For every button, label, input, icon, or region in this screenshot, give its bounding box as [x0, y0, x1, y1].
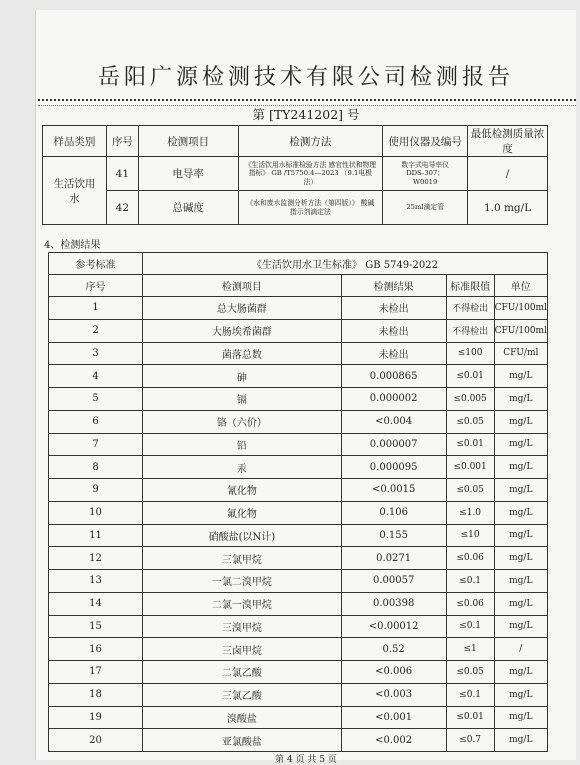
test-item: 二氯乙酸	[143, 661, 342, 684]
method-table-header	[43, 126, 548, 157]
row-number: 42	[106, 191, 138, 225]
reference-standard: 《生活饮用水卫生标准》 GB 5749-2022	[143, 253, 548, 275]
standard-limit: ≤0.06	[446, 547, 494, 570]
standard-limit: ≤10	[446, 524, 494, 547]
row-number: 11	[49, 524, 143, 547]
unit: mg/L	[494, 615, 547, 638]
standard-limit: ≤0.1	[446, 615, 494, 638]
test-result: 0.155	[341, 524, 446, 547]
instrument: 25ml滴定管	[383, 191, 468, 225]
test-item: 电导率	[138, 157, 238, 191]
table-row	[49, 365, 548, 388]
standard-limit: ≤100	[446, 342, 494, 365]
test-result: 0.106	[341, 501, 446, 524]
test-result: <0.0015	[341, 479, 446, 502]
header-cell: 单位	[494, 275, 547, 297]
row-number: 2	[49, 319, 143, 342]
unit: mg/L	[494, 524, 547, 547]
test-item: 溴酸盐	[143, 706, 342, 729]
table-row	[49, 706, 548, 729]
standard-limit: ≤0.1	[446, 683, 494, 706]
test-result: <0.006	[341, 661, 446, 684]
unit: mg/L	[494, 410, 547, 433]
unit: mg/L	[494, 592, 547, 615]
unit: CFU/100ml	[494, 319, 547, 342]
table-row	[49, 524, 548, 547]
row-number: 17	[49, 661, 143, 684]
test-result: 0.000095	[341, 456, 446, 479]
header-cell: 序号	[49, 275, 143, 297]
test-item: 铬（六价）	[143, 410, 342, 433]
row-number: 14	[49, 592, 143, 615]
row-number: 9	[49, 479, 143, 502]
standard-limit: ≤0.01	[446, 706, 494, 729]
row-number: 6	[49, 410, 143, 433]
table-row	[49, 433, 548, 456]
table-row	[43, 191, 548, 225]
row-number: 15	[49, 615, 143, 638]
test-item: 菌落总数	[143, 342, 342, 365]
test-result: <0.003	[341, 683, 446, 706]
company-header: 岳阳广源检测技术有限公司检测报告	[97, 65, 514, 90]
reference-standard-row	[49, 253, 548, 275]
table-row	[49, 297, 548, 320]
unit: mg/L	[494, 570, 547, 593]
test-result: 未检出	[341, 297, 446, 320]
row-number: 4	[49, 365, 143, 388]
table-row	[49, 683, 548, 706]
test-result: 0.00398	[341, 592, 446, 615]
test-item: 砷	[143, 365, 342, 388]
method-table	[42, 125, 548, 225]
standard-limit: ≤0.05	[446, 661, 494, 684]
header-cell: 标准限值	[446, 275, 494, 297]
standard-limit: ≤0.005	[446, 388, 494, 411]
min-concentration: /	[468, 157, 548, 191]
table-row	[49, 456, 548, 479]
test-result: 0.000007	[341, 433, 446, 456]
results-header-row	[49, 275, 548, 297]
section-title: 4、检测结果	[44, 240, 101, 251]
row-number: 10	[49, 501, 143, 524]
header-cell: 样品类别	[43, 126, 107, 157]
table-row	[49, 479, 548, 502]
table-row	[49, 342, 548, 365]
min-concentration: 1.0 mg/L	[468, 191, 548, 225]
unit: mg/L	[494, 683, 547, 706]
standard-limit: ≤0.06	[446, 592, 494, 615]
unit: mg/L	[494, 729, 547, 752]
test-item: 大肠埃希菌群	[143, 319, 342, 342]
table-row	[49, 638, 548, 661]
standard-limit: 不得检出	[446, 319, 494, 342]
test-result: 未检出	[341, 319, 446, 342]
standard-limit: ≤0.05	[446, 410, 494, 433]
test-item: 镉	[143, 388, 342, 411]
test-item: 总碱度	[138, 191, 238, 225]
test-result: <0.001	[341, 706, 446, 729]
table-row	[49, 570, 548, 593]
table-row	[43, 157, 548, 191]
table-row	[49, 592, 548, 615]
header-cell: 检测结果	[341, 275, 446, 297]
test-result: 0.000002	[341, 388, 446, 411]
unit: mg/L	[494, 501, 547, 524]
header-cell: 序号	[106, 126, 138, 157]
sample-category: 生活饮用水	[43, 157, 107, 225]
row-number: 5	[49, 388, 143, 411]
table-row	[49, 410, 548, 433]
test-item: 硝酸盐(以N计)	[143, 524, 342, 547]
unit: mg/L	[494, 706, 547, 729]
report-number: 第 [TY241202] 号	[252, 107, 360, 122]
test-item: 三溴甲烷	[143, 615, 342, 638]
table-row	[49, 729, 548, 752]
test-result: 0.00057	[341, 570, 446, 593]
unit: CFU/100ml	[494, 297, 547, 320]
page-footer: 第 4 页 共 5 页	[275, 755, 337, 765]
row-number: 1	[49, 297, 143, 320]
standard-limit: ≤0.01	[446, 365, 494, 388]
table-row	[49, 501, 548, 524]
row-number: 7	[49, 433, 143, 456]
test-item: 铅	[143, 433, 342, 456]
results-table	[48, 252, 548, 752]
test-item: 总大肠菌群	[143, 297, 342, 320]
test-result: <0.004	[341, 410, 446, 433]
unit: mg/L	[494, 547, 547, 570]
test-result: <0.002	[341, 729, 446, 752]
row-number: 12	[49, 547, 143, 570]
row-number: 18	[49, 683, 143, 706]
header-cell: 使用仪器及编号	[383, 126, 468, 157]
row-number: 8	[49, 456, 143, 479]
header-cell: 检测方法	[238, 126, 383, 157]
table-row	[49, 319, 548, 342]
test-method: 《生活饮用水标准检验方法 感官性状和物理指标》 GB /T5750.4—2023 （9.1电极法）	[238, 157, 383, 191]
unit: mg/L	[494, 433, 547, 456]
test-item: 亚氯酸盐	[143, 729, 342, 752]
standard-limit: ≤0.1	[446, 570, 494, 593]
table-row	[49, 388, 548, 411]
test-item: 氟化物	[143, 501, 342, 524]
test-result: 未检出	[341, 342, 446, 365]
test-item: 汞	[143, 456, 342, 479]
test-result: 0.0271	[341, 547, 446, 570]
test-result: <0.00012	[341, 615, 446, 638]
unit: mg/L	[494, 661, 547, 684]
test-item: 三卤甲烷	[143, 638, 342, 661]
test-item: 氰化物	[143, 479, 342, 502]
test-result: 0.000865	[341, 365, 446, 388]
row-number: 19	[49, 706, 143, 729]
standard-limit: ≤0.05	[446, 479, 494, 502]
row-number: 16	[49, 638, 143, 661]
standard-limit: 不得检出	[446, 297, 494, 320]
header-cell: 最低检测质量浓度	[468, 126, 548, 157]
standard-limit: ≤1.0	[446, 501, 494, 524]
standard-limit: ≤0.01	[446, 433, 494, 456]
instrument: 数字式电导率仪 DDS-307； W0019	[383, 157, 468, 191]
table-row	[49, 661, 548, 684]
row-number: 13	[49, 570, 143, 593]
standard-limit: ≤0.7	[446, 729, 494, 752]
test-result: 0.52	[341, 638, 446, 661]
unit: /	[494, 638, 547, 661]
unit: mg/L	[494, 479, 547, 502]
reference-label: 参考标准	[49, 253, 143, 275]
header-divider	[38, 99, 576, 101]
standard-limit: ≤0.001	[446, 456, 494, 479]
header-cell: 检测项目	[143, 275, 342, 297]
table-row	[49, 615, 548, 638]
table-row	[49, 547, 548, 570]
test-item: 三氯乙酸	[143, 683, 342, 706]
test-item: 一氯二溴甲烷	[143, 570, 342, 593]
header-cell: 检测项目	[138, 126, 238, 157]
unit: CFU/ml	[494, 342, 547, 365]
row-number: 3	[49, 342, 143, 365]
unit: mg/L	[494, 388, 547, 411]
test-method: 《水和废水监测分析方法（第四版）》 酸碱指示剂滴定法	[238, 191, 383, 225]
unit: mg/L	[494, 456, 547, 479]
unit: mg/L	[494, 365, 547, 388]
row-number: 20	[49, 729, 143, 752]
row-number: 41	[106, 157, 138, 191]
standard-limit: ≤1	[446, 638, 494, 661]
test-item: 三氯甲烷	[143, 547, 342, 570]
test-item: 二氯一溴甲烷	[143, 592, 342, 615]
report-page	[36, 10, 576, 765]
